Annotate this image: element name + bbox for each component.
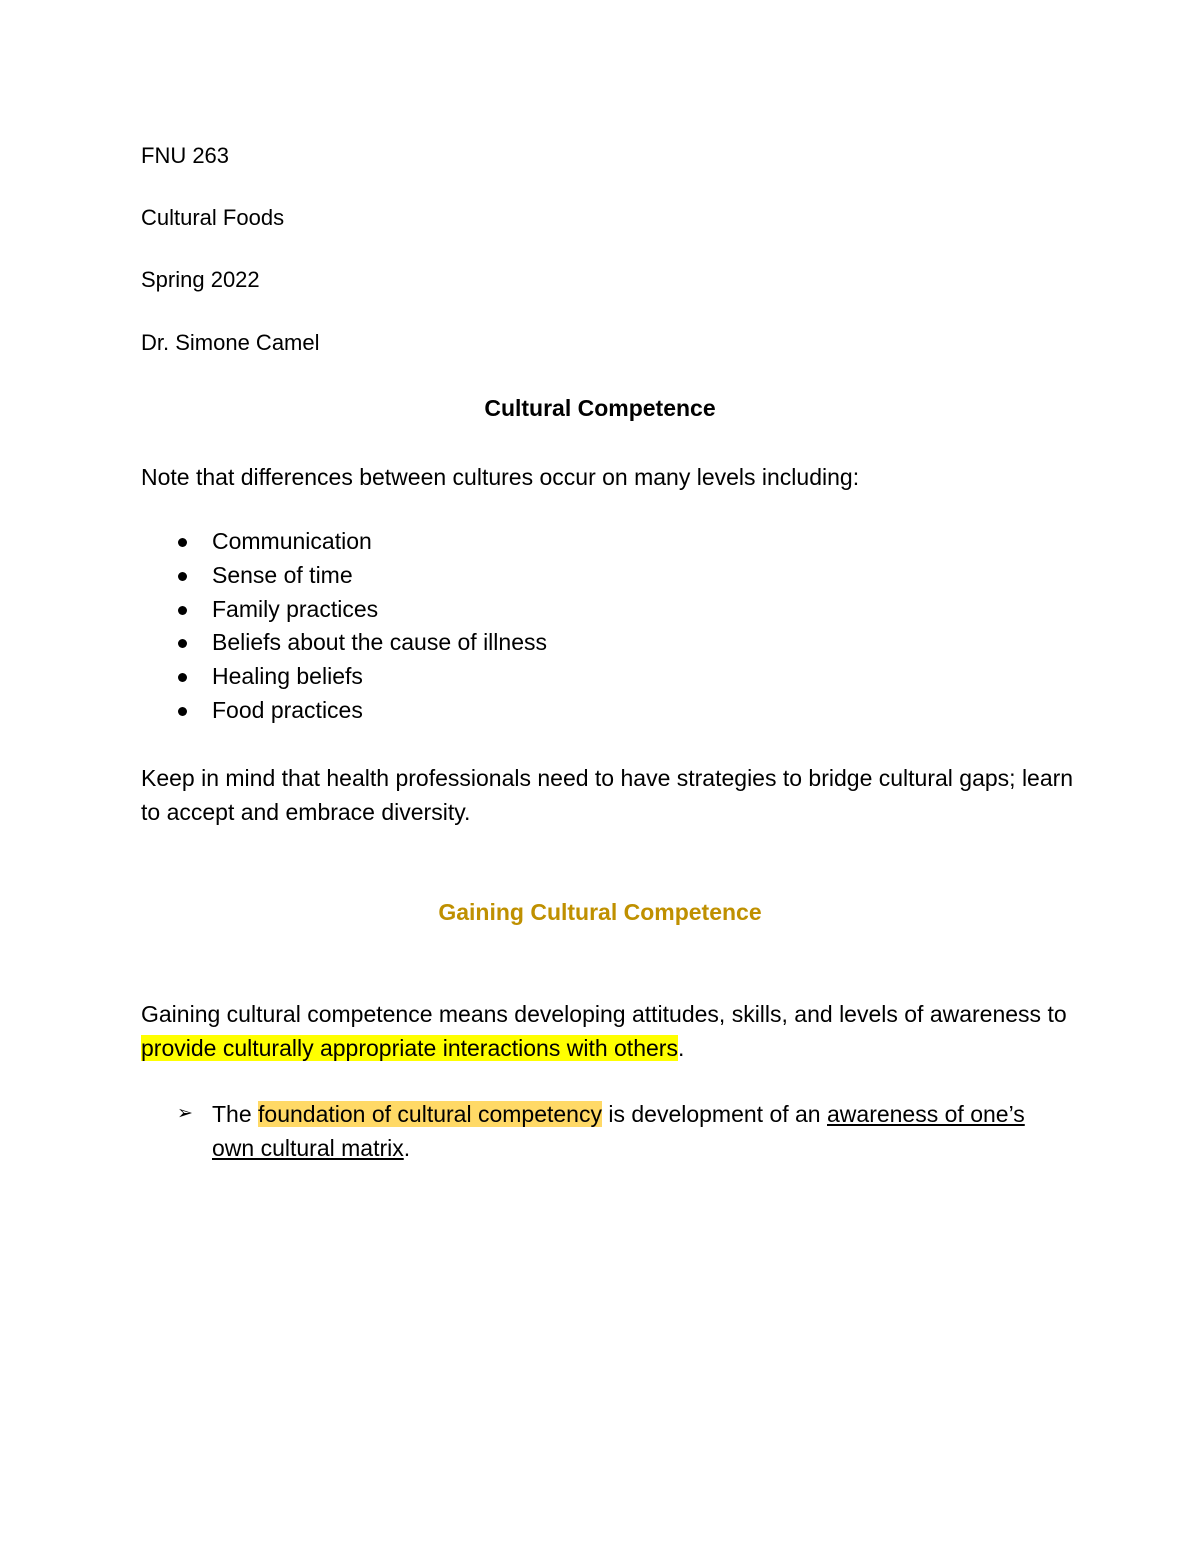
bullet-icon	[178, 707, 187, 716]
list-item: Food practices	[141, 694, 547, 728]
intro-paragraph: Note that differences between cultures occur on many levels including:	[141, 464, 860, 490]
closing-paragraph: Keep in mind that health professionals need to have strategies to bridge cultural gaps; learn to accept and embrace diversity.	[141, 765, 1074, 825]
term: Spring 2022	[141, 267, 260, 292]
gaining-paragraph: Gaining cultural competence means developing attitudes, skills, and levels of awareness to provide culturally appropriate interactions with others.	[141, 1001, 1067, 1061]
list-item: Communication	[141, 525, 547, 559]
arrow-bullet-icon: ➢	[177, 1103, 193, 1124]
highlighted-phrase: provide culturally appropriate interactions with others	[141, 1035, 678, 1061]
bullet-icon	[178, 572, 187, 581]
highlighted-phrase: foundation of cultural competency	[258, 1101, 602, 1127]
list-item: Healing beliefs	[141, 660, 547, 694]
gaining-paragraph-text: Gaining cultural competence means developing attitudes, skills, and levels of awareness to	[141, 1001, 1067, 1027]
list-item: Family practices	[141, 593, 547, 627]
bullet-icon	[178, 606, 187, 615]
section-title-gaining-cultural-competence: Gaining Cultural Competence	[438, 899, 762, 925]
course-name: Cultural Foods	[141, 205, 285, 230]
bullet-icon	[178, 538, 187, 547]
instructor: Dr. Simone Camel	[141, 330, 320, 355]
list-item: Sense of time	[141, 559, 547, 593]
course-code: FNU 263	[141, 143, 230, 168]
section-title-cultural-competence: Cultural Competence	[484, 395, 716, 421]
underlined-phrase: awareness of one’s own cultural matrix	[212, 1101, 1025, 1161]
bullet-icon	[178, 673, 187, 682]
bullet-icon	[178, 639, 187, 648]
list-item: Beliefs about the cause of illness	[141, 626, 547, 660]
differences-list	[141, 525, 547, 728]
arrow-list-item: ➢ The foundation of cultural competency is development of an awareness of one’s own cultural matrix.	[141, 1097, 1071, 1165]
